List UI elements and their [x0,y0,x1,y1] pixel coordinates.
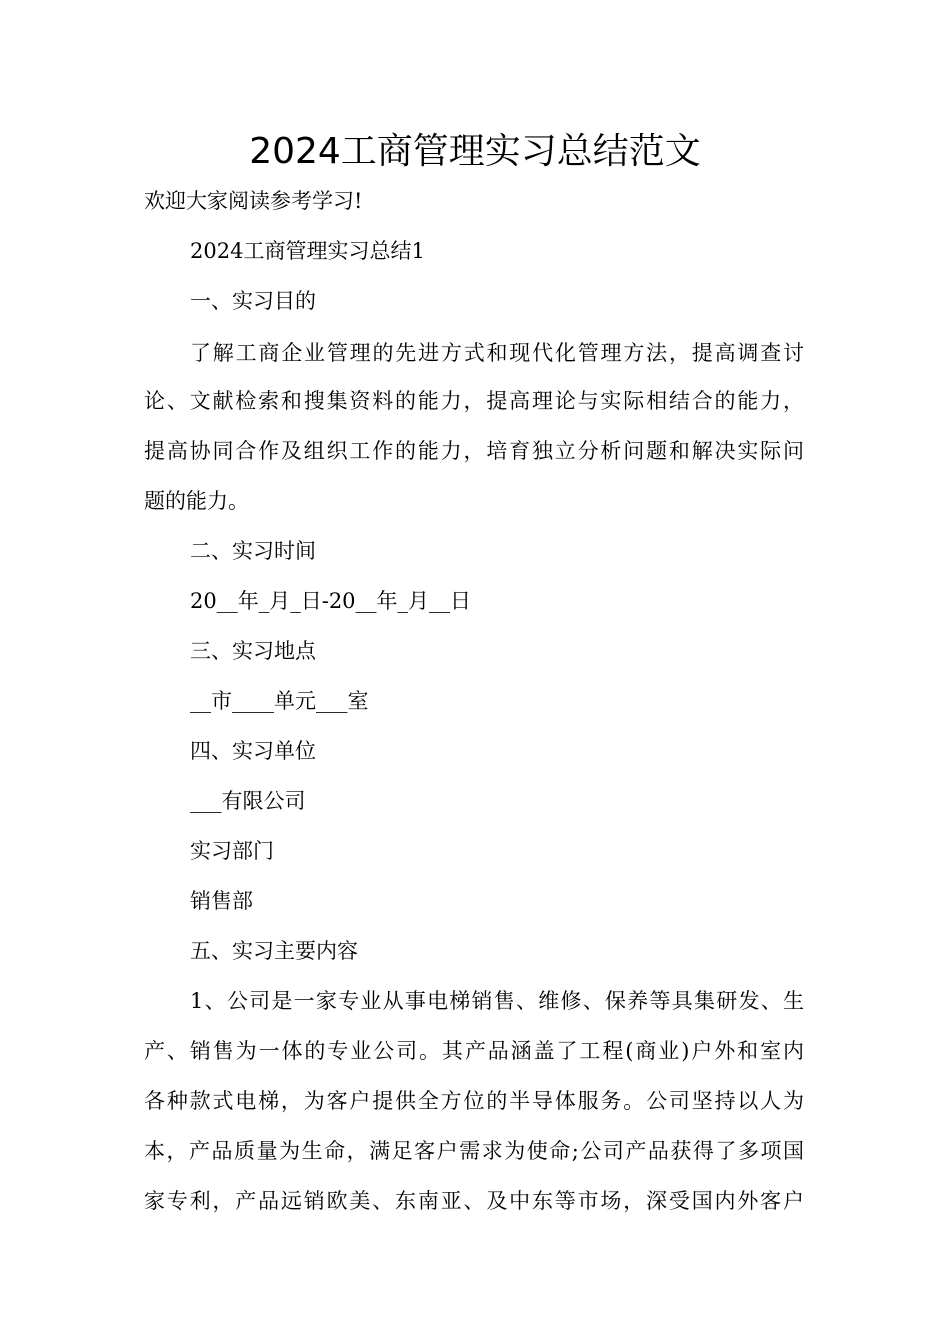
paragraph-line: 提高协同合作及组织工作的能力，培育独立分析问题和解决实际问 [144,439,804,463]
section-heading: 2024工商管理实习总结1 [190,239,425,263]
document-title: 2024工商管理实习总结范文 [249,131,701,172]
paragraph-line: 了解工商企业管理的先进方式和现代化管理方法，提高调查讨 [190,341,804,365]
content-line: ___有限公司 [190,789,306,813]
paragraph-line: 各种款式电梯，为客户提供全方位的半导体服务。公司坚持以人为 [144,1089,804,1113]
content-line: 销售部 [190,889,253,913]
paragraph-line: 题的能力。 [144,489,249,513]
content-line: 实习部门 [190,839,274,863]
intro-line: 欢迎大家阅读参考学习! [144,189,363,213]
paragraph-line: 本，产品质量为生命，满足客户需求为使命;公司产品获得了多项国 [144,1139,804,1163]
section-heading: 五、实习主要内容 [190,939,358,963]
paragraph-line: 1、公司是一家专业从事电梯销售、维修、保养等具集研发、生 [190,989,804,1013]
section-heading: 一、实习目的 [190,289,316,313]
section-heading: 二、实习时间 [190,539,316,563]
section-heading: 三、实习地点 [190,639,316,663]
content-line: __市____单元___室 [190,689,369,713]
paragraph-line: 论、文献检索和搜集资料的能力，提高理论与实际相结合的能力， [144,389,804,413]
paragraph-line: 产、销售为一体的专业公司。其产品涵盖了工程(商业)户外和室内 [144,1039,804,1063]
content-line: 20__年_月_日-20__年_月__日 [190,589,472,613]
paragraph-line: 家专利，产品远销欧美、东南亚、及中东等市场，深受国内外客户 [144,1189,804,1213]
section-heading: 四、实习单位 [190,739,316,763]
